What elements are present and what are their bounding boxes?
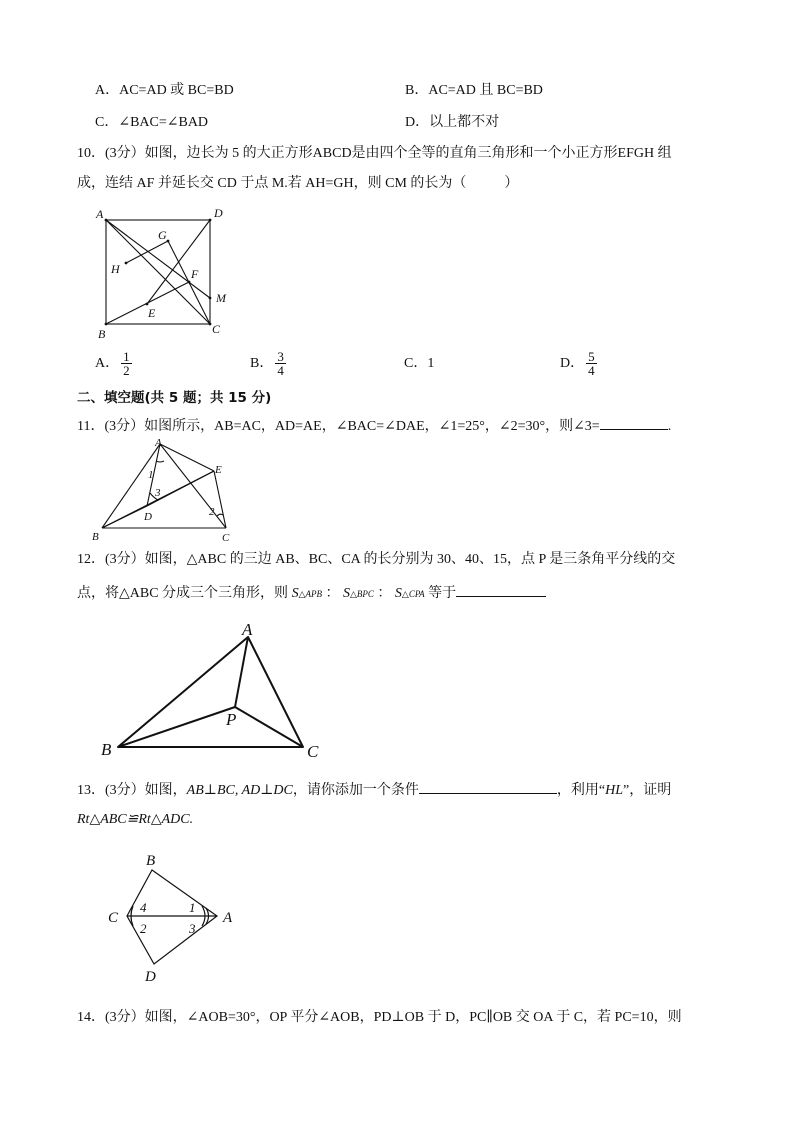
q11-stem-end: . <box>667 419 672 434</box>
q13-angle-4: 4 <box>140 900 147 915</box>
q10-option-d-label: D． <box>560 356 585 371</box>
q13-angle-1: 1 <box>189 900 196 915</box>
section-title-fill-in: 二、填空题(共 5 题；共 15 分) <box>77 390 272 406</box>
fraction-numerator: 3 <box>277 349 284 365</box>
q12-area-sub1: △APB <box>298 589 322 599</box>
q13-stem-text-4: ”，证明 <box>622 783 672 798</box>
q11-line-ae <box>160 444 214 471</box>
q10-option-d <box>560 350 597 378</box>
q13-angle-3: 3 <box>189 921 196 936</box>
q11-label-b: B <box>92 531 99 543</box>
q13-angle-2: 2 <box>140 921 147 936</box>
q12-label-p: P <box>226 710 237 729</box>
q10-option-a-fraction <box>121 350 132 377</box>
q13-label-d: D <box>145 969 156 985</box>
q11-angle-1-arc <box>156 461 164 462</box>
q10-label-c: C <box>212 322 221 336</box>
q10-point-c <box>209 323 212 326</box>
q11-answer-blank[interactable] <box>600 415 668 430</box>
q10-point-f <box>188 281 191 284</box>
q10-option-c: C．1 <box>404 356 435 371</box>
q10-label-b: B <box>98 327 106 341</box>
q13-stem-text-3: ，利用“ <box>556 783 606 798</box>
q10-square-figure <box>90 200 240 340</box>
q12-area-s1: S <box>291 586 299 601</box>
q12-area-s2: S <box>342 586 350 601</box>
q12-area-sub3: △CPA <box>401 589 425 599</box>
q10-option-a-label: A． <box>95 356 120 371</box>
q11-stem <box>77 415 671 436</box>
q13-quadrilateral-abcd <box>127 870 217 964</box>
q10-point-d <box>209 219 212 222</box>
q13-label-c: C <box>108 910 119 926</box>
q10-line-hg <box>126 241 168 263</box>
q9-option-d: D．以上都不对 <box>405 115 500 130</box>
q14-stem-line1: 14．(3分）如图，∠AOB=30°，OP 平分∠AOB，PD⊥OB 于 D，PC∥OB 交 OA 于 C，若 PC=10，则 <box>77 1010 682 1025</box>
q10-option-d-fraction <box>586 350 597 377</box>
q13-label-b: B <box>146 853 156 869</box>
q11-line-ec <box>214 471 226 528</box>
q11-stem-text: 11．(3分）如图所示，AB=AC，AD=AE，∠BAC=∠DAE，∠1=25°，∠2=30°，则∠3= <box>77 419 600 434</box>
q10-close-paren: ） <box>504 176 519 191</box>
q9-option-b: B．AC=AD 且 BC=BD <box>405 83 543 98</box>
fraction-denominator: 4 <box>588 363 595 379</box>
q10-stem-line2 <box>77 175 518 193</box>
q10-label-e: E <box>148 306 156 320</box>
q10-label-f: F <box>191 267 199 281</box>
q10-point-a <box>105 219 108 222</box>
q10-option-b <box>250 350 286 378</box>
q10-label-d: D <box>214 206 223 220</box>
q9-option-c: C．∠BAC=∠BAD <box>95 115 209 130</box>
q12-area-sub2: △BPC <box>349 589 374 599</box>
q10-label-m: M <box>216 291 226 305</box>
q9-option-a: A．AC=AD 或 BC=BD <box>95 83 234 98</box>
q11-label-e: E <box>215 464 222 476</box>
q13-label-a: A <box>223 910 233 926</box>
q12-label-b: B <box>101 740 112 759</box>
fraction-denominator: 2 <box>123 363 130 379</box>
fraction-numerator: 5 <box>588 349 595 365</box>
q10-point-g <box>167 240 170 243</box>
q11-angle-3: 3 <box>155 487 161 499</box>
q11-label-a: A <box>155 437 162 449</box>
q10-point-e <box>146 303 149 306</box>
q11-angle-1: 1 <box>148 469 154 481</box>
q12-colon-1: ： <box>325 586 340 601</box>
q12-stem-line1: 12．(3分）如图，△ABC 的三边 AB、BC、CA 的长分别为 30、40、15，点 P 是三条角平分线的交 <box>77 552 676 567</box>
q11-angle-2-arc <box>217 514 223 516</box>
q12-line-pb <box>118 707 235 747</box>
q10-option-b-fraction <box>275 350 286 377</box>
q13-condition-math: AB⊥BC, AD⊥DC <box>186 783 293 798</box>
q10-point-m <box>209 297 212 300</box>
q12-stem-line2 <box>77 582 546 603</box>
q13-stem-text: 13．(3分）如图， <box>77 783 187 798</box>
q10-stem-line1: 10．(3分）如图，边长为 5 的大正方形ABCD是由四个全等的直角三角形和一个小正方形EFGH 组 <box>77 146 672 161</box>
q10-option-a <box>95 350 132 378</box>
q11-triangle-figure <box>90 436 240 546</box>
q10-point-b <box>105 323 108 326</box>
q13-answer-blank[interactable] <box>419 779 557 794</box>
q10-label-g: G <box>158 228 167 242</box>
q11-label-c: C <box>222 532 230 544</box>
q13-stem-text-2: ，请你添加一个条件 <box>292 783 419 798</box>
q11-angle-2: 2 <box>209 506 215 518</box>
q10-label-a: A <box>96 207 104 221</box>
q12-label-c: C <box>307 742 319 761</box>
q13-stem-line1 <box>77 779 671 800</box>
fraction-numerator: 1 <box>123 349 130 365</box>
q10-label-h: H <box>111 262 120 276</box>
q10-option-b-label: B． <box>250 356 274 371</box>
q12-stem-text: 点，将△ABC 分成三个三角形，则 <box>77 586 292 601</box>
fraction-denominator: 4 <box>277 363 284 379</box>
q13-hl-term: HL <box>605 783 623 798</box>
q12-stem-end: 等于 <box>424 586 457 601</box>
q12-colon-2: ： <box>377 586 392 601</box>
q12-label-a: A <box>242 620 253 639</box>
q12-triangle-figure <box>95 615 335 765</box>
q11-line-ac <box>160 444 226 528</box>
q11-label-d: D <box>144 511 152 523</box>
q13-stem-line2: Rt△ABC≌Rt△ADC. <box>77 812 194 827</box>
q12-area-s3: S <box>394 586 402 601</box>
q10-point-h <box>125 262 128 265</box>
q10-stem-text: 成，连结 AF 并延长交 CD 于点 M.若 AH=GH，则 CM 的长为（ <box>77 176 467 191</box>
q13-quadrilateral-figure <box>100 848 250 988</box>
q12-answer-blank[interactable] <box>456 582 546 597</box>
